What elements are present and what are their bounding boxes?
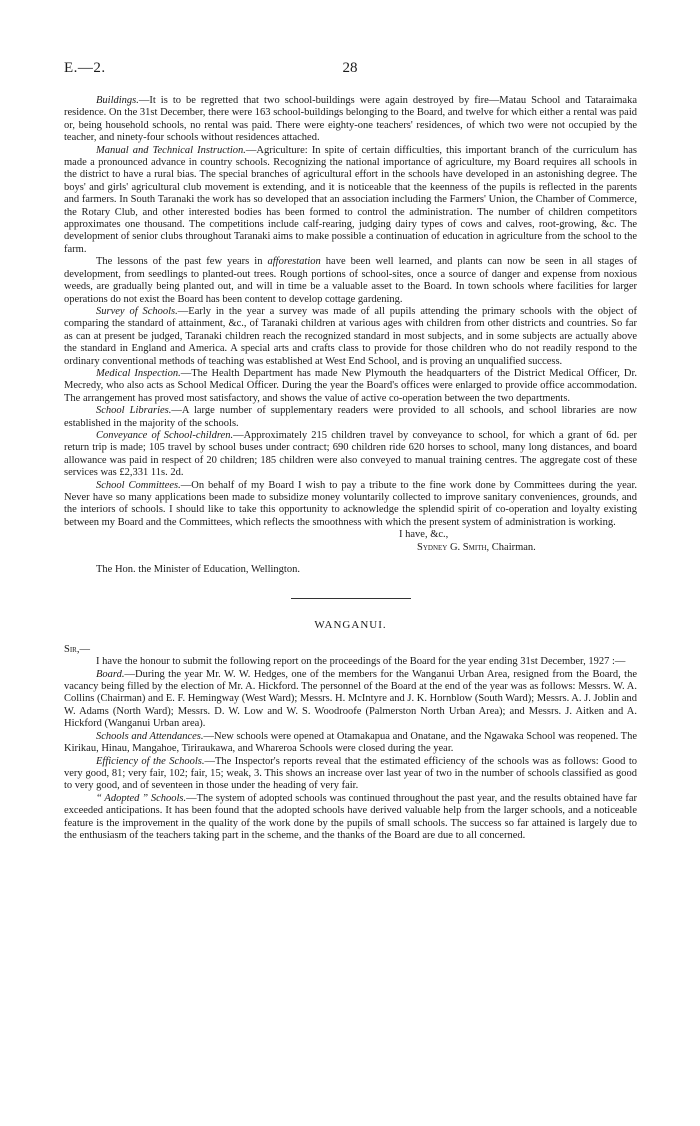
paragraph-heading: Survey of Schools. (96, 305, 178, 317)
paragraph-text: —A large number of supplementary readers were provided to all schools, and school libraries are now established in the majority of the schools. (64, 405, 638, 429)
paragraph-committees (64, 480, 637, 530)
paragraph-text: The lessons of the past few years in (96, 256, 268, 268)
paragraph-medical (64, 368, 637, 405)
signatory-role: , Chairman. (486, 541, 536, 553)
page-header (64, 60, 636, 80)
paragraph-text: —Early in the year a survey was made of all pupils attending the primary schools with the object of comparing the standard of attainment, &c., of Taranaki children at various ages with children from other districts and countries. So far as can at present be judged, Taranaki children reach the recognized standard in most subjects, and in some subjects are actually above the standard in England and America. A special arts and crafts class to provide for those children who do not readily respond to the ordinary conventional methods of teaching was established at West End School, and is proving an unqualified success. (64, 305, 637, 367)
paragraph-manual-technical (64, 145, 637, 257)
paragraph-text: —The system of adopted schools was continued throughout the past year, and the results obtained have far exceeded anticipations. It has been found that the adopted schools have derived valuable help from the larger schools, and a noticeable feature is the improvement in the quality of the work done by the pupils of small schools. The success so far attained is largely due to the enthusiasm of the teachers taking part in the scheme, and the thanks of the Board are due to all concerned. (64, 792, 637, 841)
paragraph-heading: Medical Inspection. (96, 367, 181, 379)
paragraph-survey (64, 306, 637, 368)
paragraph-text: —The Inspector's reports reveal that the estimated efficiency of the schools was as follows: Good to very good, 81; very fair, 102; fair, 15; weak, 3. This shows an increase over last year of two in the number of schools classified as good to very good, and of seventeen in those under the heading of very fair. (64, 755, 637, 792)
paragraph-heading: Schools and Attendances. (96, 730, 204, 742)
document-reference: E.—2. (64, 60, 106, 76)
paragraph-schools-attendances (64, 731, 637, 756)
paragraph-afforestation (64, 256, 637, 306)
paragraph-buildings (64, 95, 637, 145)
paragraph-text: —Approximately 215 children travel by conveyance to school, for which a grant of 6d. per return trip is made; 105 travel by school buses under contract; 690 children ride 620 horses to school, many long distances, and board allowance was paid in respect of 20 children; 185 children were also conveyed to manual training centres. The aggregate cost of these services was £2,331 11s. 2d. (64, 429, 637, 479)
paragraph-text: —On behalf of my Board I wish to pay a tribute to the fine work done by Committees during the year. Never have so many applications been made to subsidize money voluntarily collected to improve sanitary conveniences, grounds, and the interiors of schools. I should like to take this opportunity to acknowledge the splendid spirit of co-operation and loyalty existing between my Board and the Committees, which reflects the smoothness with which the present system of administration is working. (64, 479, 638, 528)
paragraph-heading: Manual and Technical Instruction. (96, 144, 246, 156)
paragraph-text: —New schools were opened at Otamakapua and Onatane, and the Ngawaka School was reopened. The Kirikau, Hinau, Mangahoe, Tiriraukawa, and Whareroa Schools were closed during the year. (64, 730, 637, 755)
paragraph-text: —Agriculture: In spite of certain difficulties, this important branch of the curriculum has made a pronounced advance in country schools. Recognizing the national importance of agriculture, my Board requires all schools in the district to have a rural bias. The special branches of agricultural effort in the schools have developed in an astonishing degree. The boys' and girls' agricultural club movement is extending, and it is noticeable that the keenness of the pupils is reflected in the parents and farmers. In South Taranaki the work has so developed that an association including the Farmers' Union, the Chamber of Commerce, the Rotary Club, and other interested bodies has been formed to control the administration. The number of children competitors approximates one thousand. The competitions include calf-rearing, judging dairy types of cows and calves, root-growing, &c. The development of senior clubs throughout Taranaki aims to make possible a continuation of education in agriculture from the school to the farm. (64, 144, 638, 255)
paragraph-libraries (64, 405, 637, 430)
salutation: Sir,— (64, 643, 90, 655)
paragraph-adopted-schools (64, 793, 637, 843)
paragraph-intro: I have the honour to submit the following report on the proceedings of the Board for the year ending 31st December, 1927 :— (96, 656, 626, 668)
page-number: 28 (342, 60, 358, 76)
paragraph-board (64, 669, 637, 731)
paragraph-heading: Conveyance of School-children. (96, 429, 234, 441)
section-divider (291, 598, 411, 599)
signature (64, 542, 637, 554)
paragraph-heading: Board. (96, 668, 125, 680)
addressee: The Hon. the Minister of Education, Wellington. (96, 564, 300, 576)
paragraph-conveyance (64, 430, 637, 480)
paragraph-efficiency (64, 756, 637, 793)
section-title-wanganui: WANGANUI. (314, 619, 387, 632)
document-body (64, 95, 637, 842)
signoff-line: I have, &c., (399, 529, 449, 541)
paragraph-heading: School Committees. (96, 479, 181, 491)
paragraph-heading: School Libraries. (96, 405, 172, 417)
paragraph-heading: “ Adopted ” Schools. (96, 792, 187, 804)
paragraph-heading: Buildings. (96, 95, 139, 106)
paragraph-emphasis: afforestation (267, 256, 321, 268)
signatory-name: Sydney G. Smith (417, 541, 487, 553)
paragraph-text: —It is to be regretted that two school-buildings were again destroyed by fire—Matau School and Tataraimaka residence. On the 31st December, there were 163 school-buildings belonging to the Board, and twelve for which either a rental was paid or, being household schools, no rental was paid. There were eighty-one teachers' residences, of which two were not occupied by the teacher, and ninety-four schools without residences attached. (64, 95, 637, 144)
paragraph-heading: Efficiency of the Schools. (96, 755, 205, 767)
paragraph-text: —During the year Mr. W. W. Hedges, one of the members for the Wanganui Urban Area, resigned from the Board, the vacancy being filled by the election of Mr. A. Hickford. The personnel of the Board at the end of the year was as follows: Messrs. W. A. Collins (Chairman) and E. F. Hemingway (West Ward); Messrs. H. McIntyre and J. K. Hornblow (South Ward); Messrs. A. J. Joblin and W. Adams (North Ward); Messrs. D. W. Low and W. S. Woodroofe (Palmerston North Urban Area); and Messrs. J. Aitken and A. Hickford (Wanganui Urban area). (64, 668, 637, 730)
paragraph-text: have been well learned, and plants can now be seen in all stages of development, from seedlings to planted-out trees. Rough portions of school-sites, once a source of danger and expense from noxious weeds, are gradually being planted out, and will in time be a valuable asset to the Board. In town schools where facilities for larger operations do not exist the Board has been content to develop cottage gardening. (64, 256, 637, 305)
paragraph-text: —The Health Department has made New Plymouth the headquarters of the District Medical Officer, Dr. Mecredy, who also acts as School Medical Officer. During the year the Board's offices were enlarged to provide office accommodation. The arrangement has proved most satisfactory, and shows the value of active co-operation between the two departments. (64, 367, 637, 404)
